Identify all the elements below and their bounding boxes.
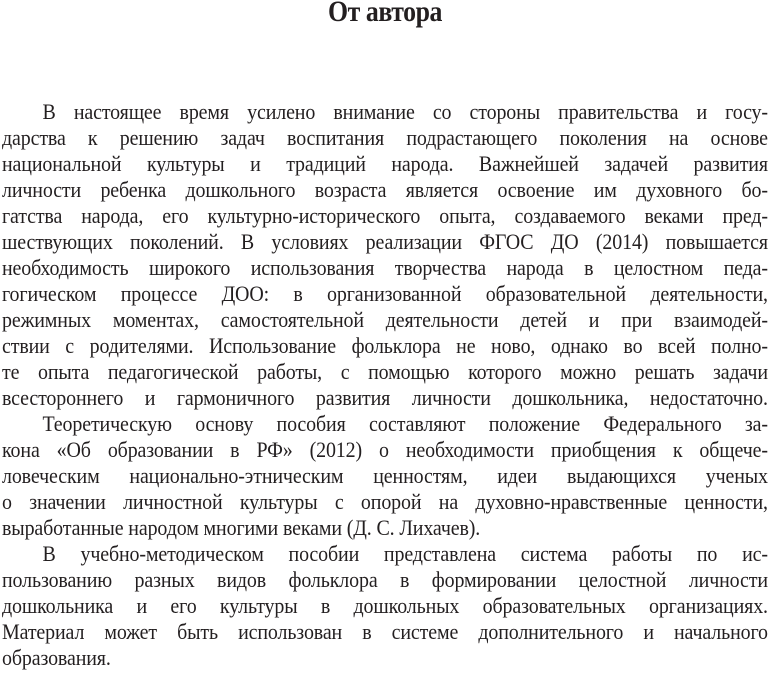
text-line: кона «Об образовании в РФ» (2012) о необходимости приобщения к общече- [2, 437, 768, 462]
text-line: В учебно-методическом пособии представлена система работы по ис- [42, 541, 768, 566]
text-line: всестороннего и гармоничного развития личности дошкольника, недостаточно. [2, 385, 768, 410]
text-line: гатства народа, его культурно-исторического опыта, создаваемого веками пред- [2, 203, 768, 228]
text-line: Материал может быть использован в системе дополнительного и начального [2, 619, 768, 644]
text-line: дошкольника и его культуры в дошкольных образовательных организациях. [2, 593, 768, 618]
text-line: ловеческим национально-этническим ценностям, идеи выдающихся ученых [2, 463, 768, 488]
text-line: ствии с родителями. Использование фольклора не ново, однако во всей полно- [2, 333, 768, 358]
text-line: пользованию разных видов фольклора в формировании целостной личности [2, 567, 768, 592]
text-line: Теоретическую основу пособия составляют положение Федерального за- [42, 411, 768, 436]
paragraph-2 [2, 411, 768, 541]
text-line: те опыта педагогической работы, с помощью которого можно решать задачи [2, 359, 768, 384]
text-line: национальной культуры и традиций народа. Важнейшей задачей развития [2, 151, 768, 176]
body-text [2, 99, 768, 671]
text-line: необходимость широкого использования творчества народа в целостном педа- [2, 255, 768, 280]
text-line: образования. [2, 645, 111, 670]
page-title: От автора [327, 0, 443, 28]
text-line: о значении личностной культуры с опорой на духовно-нравственные ценности, [2, 489, 768, 514]
text-line: гогическом процессе ДОО: в организованной образовательной деятельности, [2, 281, 768, 306]
text-line: режимных моментах, самостоятельной деятельности детей и при взаимодей- [2, 307, 768, 332]
text-line: шествующих поколений. В условиях реализации ФГОС ДО (2014) повышается [2, 229, 768, 254]
text-line: личности ребенка дошкольного возраста является освоение им духовного бо- [2, 177, 768, 202]
paragraph-3 [2, 541, 768, 671]
text-line: В настоящее время усилено внимание со стороны правительства и госу- [42, 99, 768, 124]
paragraph-1 [2, 99, 768, 411]
text-line: дарства к решению задач воспитания подрастающего поколения на основе [2, 125, 768, 150]
text-line: выработанные народом многими веками (Д. С. Лихачев). [2, 515, 481, 540]
